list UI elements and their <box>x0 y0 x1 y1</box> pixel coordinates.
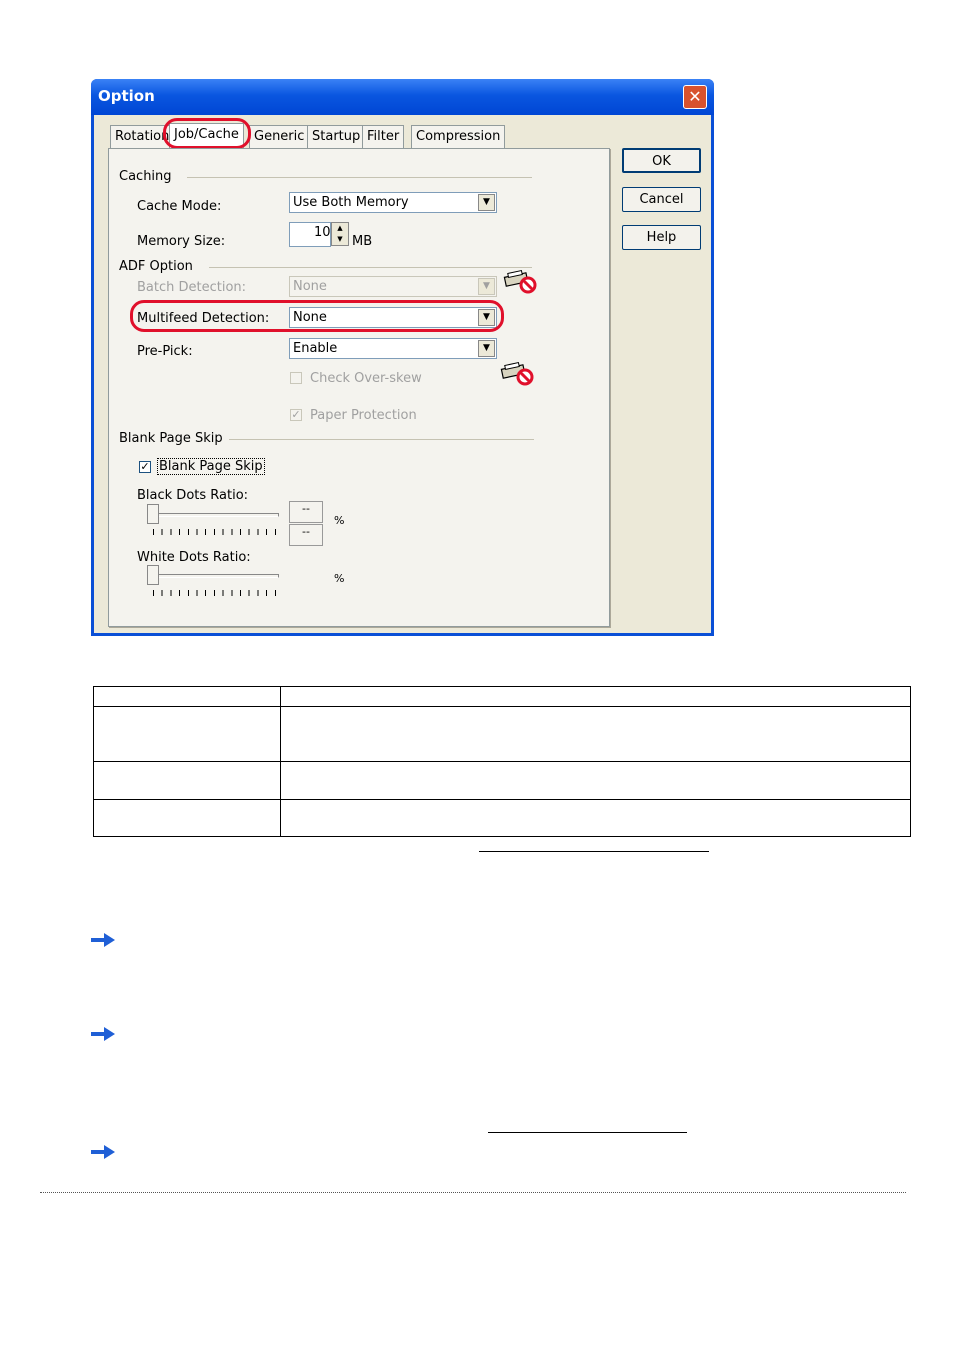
chevron-down-icon[interactable]: ▼ <box>478 340 495 357</box>
multifeed-detection-value: None <box>293 310 327 325</box>
memory-size-input[interactable] <box>289 222 331 247</box>
ok-button[interactable]: OK <box>622 148 701 173</box>
dialog-client-area <box>94 115 711 633</box>
right-arrow-icon[interactable] <box>90 1144 116 1164</box>
scanner-unavailable-icon <box>503 269 539 295</box>
table-row <box>94 687 911 707</box>
table-cell <box>94 800 281 837</box>
page-separator <box>40 1192 906 1193</box>
white-dots-ticks <box>153 590 278 596</box>
cache-mode-label: Cache Mode: <box>137 199 222 214</box>
multifeed-highlight-ring <box>130 300 504 332</box>
memory-size-label: Memory Size: <box>137 234 226 249</box>
cancel-button[interactable]: Cancel <box>622 187 701 212</box>
black-dots-spin-lower[interactable]: -- <box>289 524 323 546</box>
paper-protection-label: Paper Protection <box>310 408 417 423</box>
table-row <box>94 762 911 800</box>
tab-compression[interactable]: Compression <box>411 125 505 148</box>
white-dots-ratio-label: White Dots Ratio: <box>137 550 251 565</box>
pre-pick-label: Pre-Pick: <box>137 344 193 359</box>
blank-page-skip-divider <box>229 439 534 440</box>
tab-job-cache[interactable]: Job/Cache <box>169 123 244 148</box>
link-underline[interactable] <box>488 1132 687 1133</box>
scanner-unavailable-icon <box>500 361 536 387</box>
chevron-down-icon[interactable]: ▼ <box>478 309 495 326</box>
table-row <box>94 707 911 762</box>
batch-detection-select <box>289 276 497 297</box>
blank-page-skip-checkbox[interactable]: ✓ <box>140 460 150 473</box>
cache-mode-select[interactable] <box>289 192 497 213</box>
tab-highlight-ring <box>163 118 251 149</box>
table-cell <box>281 762 911 800</box>
black-dots-slider-track[interactable] <box>149 513 279 517</box>
table-cell <box>281 707 911 762</box>
batch-detection-label: Batch Detection: <box>137 280 247 295</box>
paper-protection-checkbox: ✓ <box>291 408 301 421</box>
pre-pick-select[interactable] <box>289 338 497 359</box>
tab-startup[interactable]: Startup <box>307 125 365 148</box>
black-dots-percent: % <box>334 514 345 527</box>
white-dots-percent: % <box>334 572 345 585</box>
chevron-down-icon: ▼ <box>478 278 495 295</box>
caching-group-label: Caching <box>119 169 172 184</box>
batch-detection-value: None <box>293 279 327 294</box>
pre-pick-value: Enable <box>293 341 338 356</box>
multifeed-detection-label: Multifeed Detection: <box>137 311 270 326</box>
blank-page-skip-label[interactable]: Blank Page Skip <box>159 459 263 474</box>
option-dialog <box>91 79 714 636</box>
dialog-title: Option <box>98 87 155 105</box>
table-cell <box>281 800 911 837</box>
black-dots-ticks <box>153 529 278 535</box>
white-dots-slider-track[interactable] <box>149 574 279 578</box>
help-button[interactable]: Help <box>622 225 701 250</box>
black-dots-ratio-label: Black Dots Ratio: <box>137 488 249 503</box>
description-table <box>93 686 911 837</box>
memory-size-value: 10 <box>314 225 331 240</box>
table-row <box>94 800 911 837</box>
check-overskew-label: Check Over-skew <box>310 371 422 386</box>
job-cache-panel <box>108 148 610 627</box>
right-arrow-icon[interactable] <box>90 932 116 952</box>
chevron-down-icon[interactable]: ▼ <box>478 194 495 211</box>
tab-generic[interactable]: Generic <box>249 125 309 148</box>
adf-option-group-label: ADF Option <box>119 259 193 274</box>
table-cell <box>94 707 281 762</box>
link-underline[interactable] <box>479 851 709 852</box>
check-overskew-checkbox <box>290 372 302 384</box>
white-dots-slider-thumb[interactable] <box>147 565 159 585</box>
caching-divider <box>187 177 532 178</box>
table-cell <box>94 687 281 707</box>
black-dots-spin-upper[interactable]: -- <box>289 501 323 523</box>
tab-filter[interactable]: Filter <box>362 125 404 148</box>
adf-divider <box>209 267 532 268</box>
table-cell <box>94 762 281 800</box>
dialog-titlebar[interactable] <box>91 79 714 115</box>
right-arrow-icon[interactable] <box>90 1026 116 1046</box>
cache-mode-value: Use Both Memory <box>293 195 409 210</box>
tab-rotation[interactable]: Rotation <box>110 125 174 148</box>
table-cell <box>281 687 911 707</box>
memory-size-unit: MB <box>352 234 373 249</box>
memory-size-spinner[interactable]: ▲ ▼ <box>331 222 349 246</box>
blank-page-skip-group-label: Blank Page Skip <box>119 431 223 446</box>
black-dots-slider-thumb[interactable] <box>147 504 159 524</box>
close-icon[interactable]: ✕ <box>683 85 707 109</box>
